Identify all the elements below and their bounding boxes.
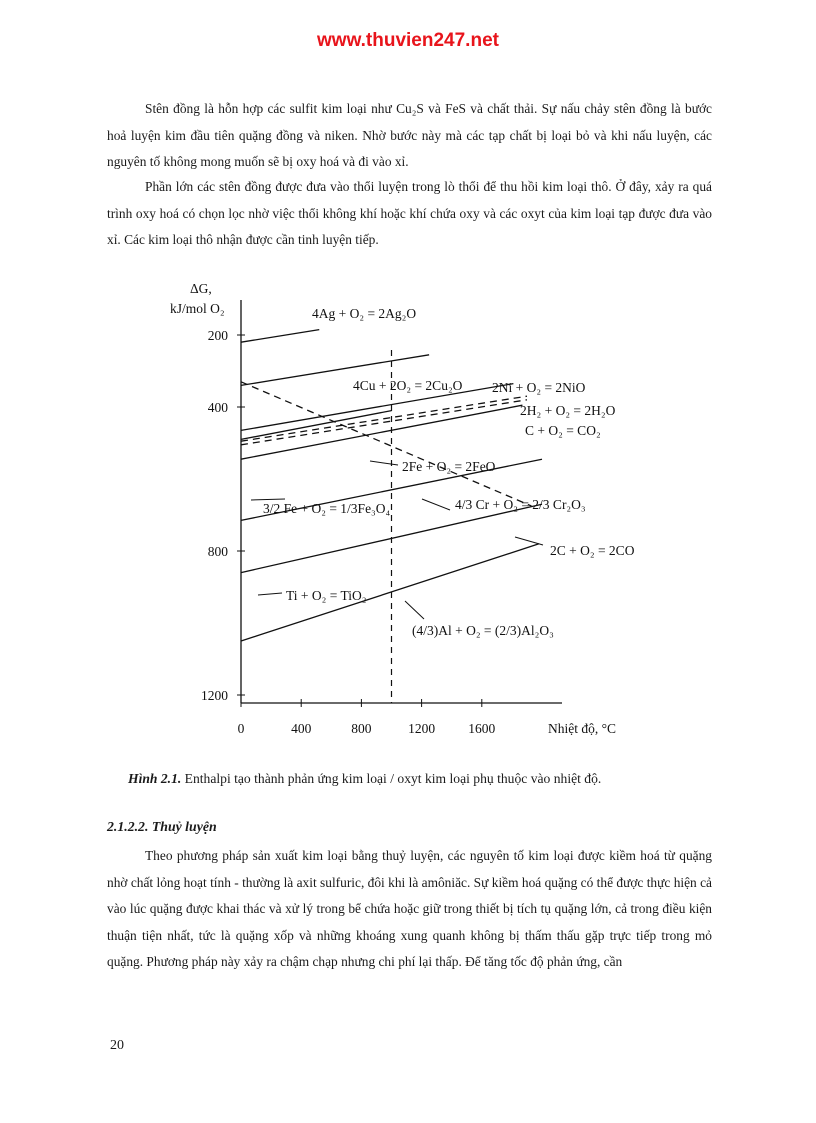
- series-line-c-o2-co2: [241, 400, 527, 445]
- series-label-3-2-fe-o2-1-3fe3o4: 3/2 Fe + O₂ = 1/3Fe₃O₄: [263, 501, 391, 516]
- section-heading: 2.1.2.2. Thuỷ luyện: [107, 819, 217, 834]
- y-tick-label: 200: [207, 328, 228, 343]
- y-axis-label-line1: ΔG,: [190, 281, 212, 296]
- series-line-4ag-o2-2ag2o: [241, 330, 319, 343]
- series-leader-ti-o2-tio2: [258, 593, 282, 595]
- series-label-2ni-o2-2nio: 2Ni + O₂ = 2NiO: [492, 380, 586, 395]
- series-leader-4-3-al-o2-2-3-al2o3: [405, 601, 424, 619]
- figure-caption: [128, 771, 601, 787]
- paragraph-hydrometallurgy: [107, 843, 712, 976]
- series-label-2c-o2-2co: 2C + O₂ = 2CO: [550, 543, 635, 558]
- series-label-2h2-o2-2h2o: 2H₂ + O₂ = 2H₂O: [520, 403, 616, 418]
- series-label-ti-o2-tio2: Ti + O₂ = TiO₂: [286, 588, 367, 603]
- x-tick-label: 1600: [468, 721, 496, 736]
- paragraph-converting: [107, 174, 712, 254]
- paragraph-matte-smelting: [107, 96, 712, 176]
- series-line-2h2-o2-2h2o: [241, 396, 527, 441]
- x-axis-label: Nhiệt độ, °C: [548, 721, 617, 736]
- paragraph-text: Stên đồng là hỗn hợp các sulfit kim loại như Cu₂S và FeS và chất thải. Sự nấu chảy stên đồng là bước hoả luyện kim đầu tiên quặng đồng và niken. Nhờ bước này mà các tạp chất bị loại bỏ và khi nấu luyện, các nguyên tố không mong muốn sẽ bị oxy hoá và đi vào xỉ.: [107, 101, 712, 169]
- y-tick-label: 800: [207, 544, 228, 559]
- ellingham-chart-svg: [150, 275, 670, 750]
- series-leader-4-3-cr-o2-2-3-cr2o3: [422, 499, 450, 510]
- series-line-2fe-o2-2feo: [241, 405, 522, 459]
- site-url[interactable]: www.thuvien247.net: [317, 30, 499, 51]
- series-leader-2fe-o2-2feo: [370, 461, 398, 465]
- page-number: 20: [110, 1038, 124, 1053]
- y-axis-label-line2: kJ/mol O₂: [170, 301, 225, 316]
- series-leader-2c-o2-2co: [515, 537, 543, 545]
- x-tick-label: 0: [237, 721, 245, 736]
- y-tick-label: 1200: [201, 688, 228, 703]
- x-tick-label: 1200: [408, 721, 436, 736]
- x-tick-label: 400: [291, 721, 312, 736]
- x-tick-label: 800: [351, 721, 372, 736]
- series-leader-3-2-fe-o2-1-3fe3o4: [251, 499, 285, 500]
- caption-text: Enthalpi tạo thành phản ứng kim loại / oxyt kim loại phụ thuộc vào nhiệt độ.: [181, 771, 602, 786]
- series-label-2fe-o2-2feo: 2Fe + O₂ = 2FeO: [402, 459, 496, 474]
- series-label-4cu-2o2-2cu2o: 4Cu + 2O₂ = 2Cu₂O: [353, 378, 463, 393]
- series-label-c-o2-co2: C + O₂ = CO₂: [525, 423, 601, 438]
- ellingham-diagram: [150, 275, 670, 750]
- caption-label: Hình 2.1.: [128, 771, 182, 786]
- series-line-2c-o2-2co: [241, 382, 531, 506]
- y-tick-label: 400: [207, 400, 228, 415]
- series-label-4ag-o2-2ag2o: 4Ag + O₂ = 2Ag₂O: [312, 306, 417, 321]
- paragraph-text: Phần lớn các stên đồng được đưa vào thổi luyện trong lò thổi để thu hồi kim loại thô. Ở đây, xảy ra quá trình oxy hoá có chọn lọc nhờ việc thổi không khí hoặc khí chứa oxy và các oxyt của kim loại tạp được đưa vào xỉ. Các kim loại thô nhận được cần tinh luyện tiếp.: [107, 179, 712, 247]
- series-label-4-3-cr-o2-2-3-cr2o3: 4/3 Cr + O₂ = 2/3 Cr₂O₃: [455, 497, 586, 512]
- series-label-4-3-al-o2-2-3-al2o3: (4/3)Al + O₂ = (2/3)Al₂O₃: [412, 623, 554, 638]
- paragraph-text: Theo phương pháp sản xuất kim loại bằng thuỷ luyện, các nguyên tố kim loại được kiềm hoá từ quặng nhờ chất lỏng hoạt tính - thường là axit sulfuric, đôi khi là amôniăc. Sự kiềm hoá quặng có thể được thực hiện cả vào lúc quặng được khai thác và xử lý trong bể chứa hoặc giữ trong thiết bị tích tụ quặng lớn, cả trong điều kiện thuận tiện nhất, tức là quặng xốp và những khoáng xung quanh không bị thấm thấu gặp trực tiếp trong mỏ quặng. Phương pháp này xảy ra chậm chạp nhưng chi phí lại thấp. Để tăng tốc độ phản ứng, cần: [107, 848, 712, 969]
